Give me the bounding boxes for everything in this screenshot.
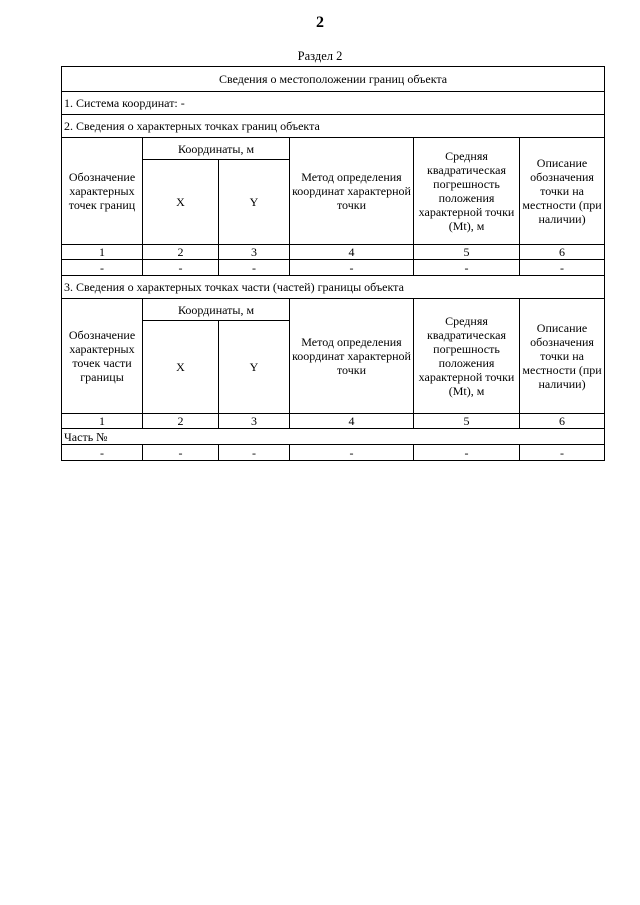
block2-cell-4: - (290, 445, 414, 461)
block1-num-4: 4 (290, 245, 414, 260)
block1-col-y: Y (219, 160, 290, 245)
block2-num-6: 6 (520, 414, 605, 429)
block1-cell-4: - (290, 260, 414, 276)
block2-col-designation: Обозначение характерных точек части границы (62, 299, 143, 414)
block2-part-label: Часть № (62, 429, 605, 445)
block1-col-x: X (143, 160, 219, 245)
block2-col-coords: Координаты, м (143, 299, 290, 321)
block1-heading: 2. Сведения о характерных точках границ объекта (62, 115, 605, 138)
table-row (62, 445, 605, 461)
block1-col-error: Средняя квадратическая погрешность положения характерной точки (Mt), м (414, 138, 520, 245)
block2-heading: 3. Сведения о характерных точках части (частей) границы объекта (62, 276, 605, 299)
block2-num-5: 5 (414, 414, 520, 429)
block1-cell-6: - (520, 260, 605, 276)
block1-col-description: Описание обозначения точки на местности (при наличии) (520, 138, 605, 245)
block2-col-description: Описание обозначения точки на местности (при наличии) (520, 299, 605, 414)
boundary-table (61, 66, 605, 461)
block2-col-method: Метод определения координат характерной точки (290, 299, 414, 414)
block1-cell-1: - (62, 260, 143, 276)
block2-col-x: X (143, 321, 219, 414)
block1-num-6: 6 (520, 245, 605, 260)
block1-cell-3: - (219, 260, 290, 276)
block2-num-1: 1 (62, 414, 143, 429)
block1-cell-5: - (414, 260, 520, 276)
block2-col-y: Y (219, 321, 290, 414)
block1-num-5: 5 (414, 245, 520, 260)
block2-cell-3: - (219, 445, 290, 461)
block2-num-3: 3 (219, 414, 290, 429)
block1-num-3: 3 (219, 245, 290, 260)
block2-cell-1: - (62, 445, 143, 461)
coordinate-system: 1. Система координат: - (62, 92, 605, 115)
block2-cell-2: - (143, 445, 219, 461)
table-row (62, 260, 605, 276)
page-number: 2 (316, 14, 324, 31)
block2-cell-5: - (414, 445, 520, 461)
section-title: Раздел 2 (297, 49, 343, 63)
block1-col-coords: Координаты, м (143, 138, 290, 160)
block2-cell-6: - (520, 445, 605, 461)
block1-col-method: Метод определения координат характерной точки (290, 138, 414, 245)
block1-num-2: 2 (143, 245, 219, 260)
block2-num-2: 2 (143, 414, 219, 429)
table-title: Сведения о местоположении границ объекта (62, 67, 605, 92)
block2-num-4: 4 (290, 414, 414, 429)
block1-cell-2: - (143, 260, 219, 276)
block1-col-designation: Обозначение характерных точек границ (62, 138, 143, 245)
block1-num-1: 1 (62, 245, 143, 260)
block2-col-error: Средняя квадратическая погрешность положения характерной точки (Mt), м (414, 299, 520, 414)
